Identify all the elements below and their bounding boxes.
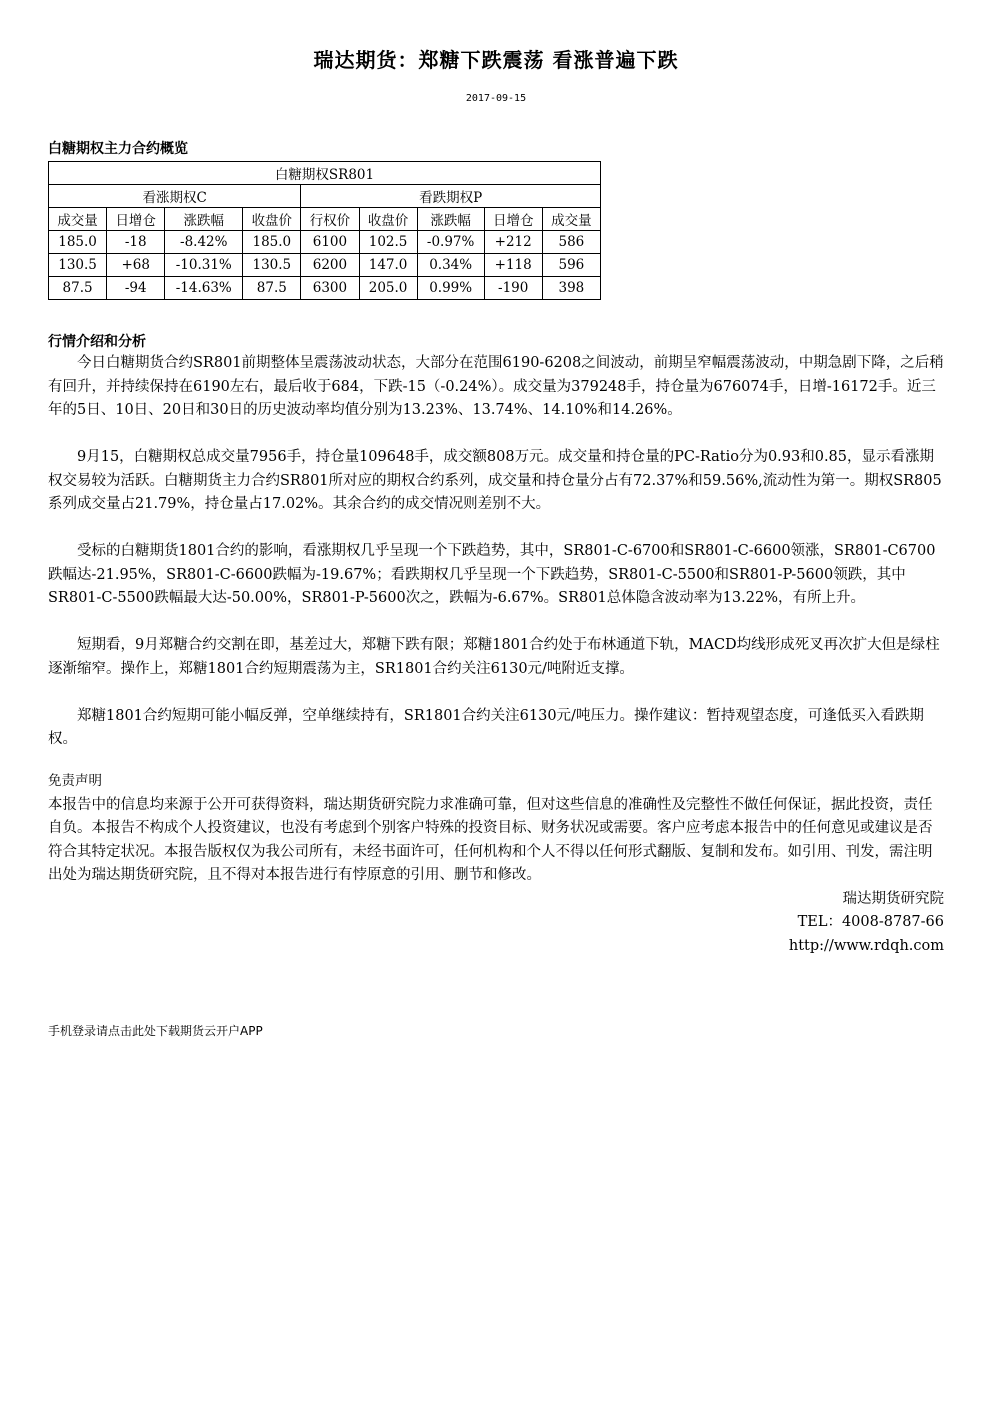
org-url: http://www.rdqh.com: [788, 937, 944, 954]
table-cell: 6200: [301, 254, 359, 277]
report-date: 2017-09-15: [465, 93, 527, 104]
table-cell: 586: [542, 231, 600, 254]
column-header: 涨跌幅: [417, 208, 484, 231]
analysis-heading: 行情介绍和分析: [48, 334, 146, 350]
table-cell: -14.63%: [165, 277, 243, 300]
analysis-paragraph: 今日白糖期货合约SR801前期整体呈震荡波动状态，大部分在范围6190-6208之间波动，前期呈窄幅震荡波动，中期急剧下降，之后稍有回升，并持续保持在6190左右，最后收于684，下跌-15（-0.24%）。成交量为379248手，持仓量为676074手，日增-16172手。近三年的5日、10日、20日和30日的历史波动率均值分别为13.23%、13.74%、14.10%和14.26%。: [48, 355, 944, 418]
table-cell: -190: [484, 277, 542, 300]
org-name: 瑞达期货研究院: [842, 890, 944, 907]
table-cell: -0.97%: [417, 231, 484, 254]
column-header: 日增仓: [107, 208, 165, 231]
table-cell: 87.5: [243, 277, 301, 300]
table-cell: -18: [107, 231, 165, 254]
column-header: 成交量: [49, 208, 107, 231]
table-cell: -10.31%: [165, 254, 243, 277]
table-cell: 6300: [301, 277, 359, 300]
table-cell: 596: [542, 254, 600, 277]
column-header-row: [49, 208, 601, 231]
column-header: 涨跌幅: [165, 208, 243, 231]
table-cell: +212: [484, 231, 542, 254]
put-header: 看跌期权P: [301, 185, 601, 208]
table-cell: 6100: [301, 231, 359, 254]
disclaimer: [48, 770, 944, 958]
org-tel: TEL：4008-8787-66: [797, 914, 944, 930]
table-cell: 398: [542, 277, 600, 300]
column-header: 收盘价: [359, 208, 417, 231]
table-caption: 白糖期权SR801: [49, 162, 601, 185]
table-cell: -94: [107, 277, 165, 300]
overview-heading: 白糖期权主力合约概览: [48, 141, 188, 157]
column-header: 收盘价: [243, 208, 301, 231]
table-cell: 87.5: [49, 277, 107, 300]
call-header: 看涨期权C: [49, 185, 301, 208]
table-cell: 185.0: [49, 231, 107, 254]
app-download-link[interactable]: 手机登录请点击此处下载期货云开户APP: [48, 1024, 263, 1038]
analysis-body: [48, 352, 944, 775]
table-cell: 0.34%: [417, 254, 484, 277]
table-row: [49, 277, 601, 300]
table-cell: +118: [484, 254, 542, 277]
analysis-paragraph: 短期看，9月郑糖合约交割在即，基差过大，郑糖下跌有限；郑糖1801合约处于布林通道下轨，MACD均线形成死叉再次扩大但是绿柱逐渐缩窄。操作上，郑糖1801合约短期震荡为主，SR1801合约关注6130元/吨附近支撑。: [48, 637, 940, 677]
table-cell: 205.0: [359, 277, 417, 300]
table-cell: 102.5: [359, 231, 417, 254]
table-cell: 130.5: [243, 254, 301, 277]
table-row: [49, 254, 601, 277]
table-cell: 185.0: [243, 231, 301, 254]
disclaimer-text: 本报告中的信息均来源于公开可获得资料，瑞达期货研究院力求准确可靠，但对这些信息的准确性及完整性不做任何保证，据此投资，责任自负。本报告不构成个人投资建议，也没有考虑到个别客户特殊的投资目标、财务状况或需要。客户应考虑本报告中的任何意见或建议是否符合其特定状况。本报告版权仅为我公司所有，未经书面许可，任何机构和个人不得以任何形式翻版、复制和发布。如引用、刊发，需注明出处为瑞达期货研究院，且不得对本报告进行有悖原意的引用、删节和修改。: [48, 796, 933, 883]
table-cell: 147.0: [359, 254, 417, 277]
analysis-paragraph: 受标的白糖期货1801合约的影响，看涨期权几乎呈现一个下跌趋势，其中，SR801-C-6700和SR801-C-6600领涨，SR801-C6700跌幅达-21.95%，SR801-C-6600跌幅为-19.67%；看跌期权几乎呈现一个下跌趋势，SR801-C-5500和SR801-P-5600领跌，其中SR801-C-5500跌幅最大达-50.00%，SR801-P-5600次之，跌幅为-6.67%。SR801总体隐含波动率为13.22%，有所上升。: [48, 543, 936, 606]
table-cell: 130.5: [49, 254, 107, 277]
table-cell: 0.99%: [417, 277, 484, 300]
column-header: 行权价: [301, 208, 359, 231]
analysis-paragraph: 9月15，白糖期权总成交量7956手，持仓量109648手，成交额808万元。成交量和持仓量的PC-Ratio分为0.93和0.85，显示看涨期权交易较为活跃。白糖期货主力合约SR801所对应的期权合约系列，成交量和持仓量分占有72.37%和59.56%,流动性为第一。期权SR805系列成交量占21.79%，持仓量占17.02%。其余合约的成交情况则差别不大。: [48, 449, 942, 512]
table-cell: -8.42%: [165, 231, 243, 254]
report-title: 瑞达期货：郑糖下跌震荡 看涨普遍下跌: [313, 48, 679, 72]
analysis-paragraph: 郑糖1801合约短期可能小幅反弹，空单继续持有，SR1801合约关注6130元/吨压力。操作建议：暂持观望态度，可逢低买入看跌期权。: [48, 707, 924, 747]
column-header: 成交量: [542, 208, 600, 231]
column-header: 日增仓: [484, 208, 542, 231]
table-cell: +68: [107, 254, 165, 277]
disclaimer-heading: 免责声明: [48, 773, 102, 789]
option-overview-table: [48, 161, 601, 300]
table-row: [49, 231, 601, 254]
